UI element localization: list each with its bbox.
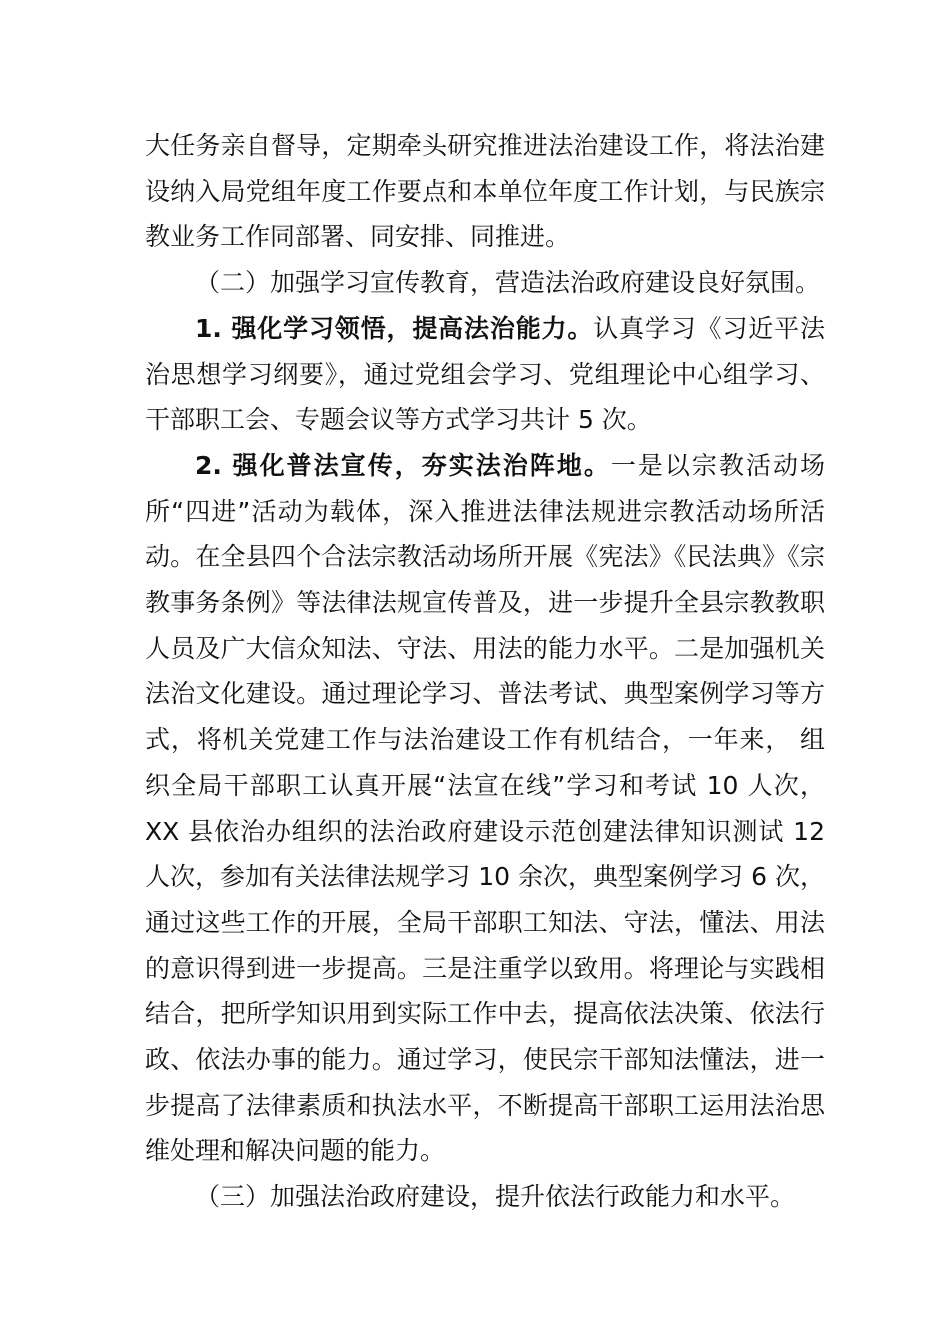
item-1-title: 1. 强化学习领悟，提高法治能力。 [195,313,594,343]
item-2-body: 一是以宗教活动场所“四进”活动为载体，深入推进法律法规进宗教活动场所活动。在全县四个合法宗教活动场所开展《宪法》《民法典》《宗教事务条例》等法律法规宣传普及，进一步提升全县宗教教职人员及广大信众知法、守法、用法的能力水平。二是加强机关法治文化建设。通过理论学习、普法考试、典型案例学习等方式，将机关党建工作与法治建设工作有机结合，一年来， 组织全局干部职工认真开展“法宣在线”学习和考试 10 人次， XX 县依治办组织的法治政府建设示范创建法律知识测试 12 人次，参加有关法律法规学习 10 余次，典型案例学习 6 次，通过这些工作的开展，全局干部职工知法、守法，懂法、用法的意识得到进一步提高。三是注重学以致用。将理论与实践相结合，把所学知识用到实际工作中去，提高依法决策、依法行政、依法办事的能力。通过学习，使民宗干部知法懂法，进一步提高了法律素质和执法水平，不断提高干部职工运用法治思维处理和解决问题的能力。 [145,450,825,1166]
document-page [145,123,825,1220]
section-heading-2: （二）加强学习宣传教育，营造法治政府建设良好氛围。 [195,268,821,298]
item-1-paragraph [145,306,825,443]
paragraph-continuation: 大任务亲自督导，定期牵头研究推进法治建设工作，将法治建设纳入局党组年度工作要点和本单位年度工作计划，与民族宗教业务工作同部署、同安排、同推进。 [145,131,825,252]
item-1-body: 认真学习《习近平法治思想学习纲要》，通过党组会学习、党组理论中心组学习、干部职工会、专题会议等方式学习共计 5 次。 [145,313,825,435]
item-2-paragraph [145,443,825,1174]
item-2-title: 2. 强化普法宣传，夯实法治阵地。 [195,450,611,480]
section-heading-3: （三）加强法治政府建设，提升依法行政能力和水平。 [195,1182,796,1212]
